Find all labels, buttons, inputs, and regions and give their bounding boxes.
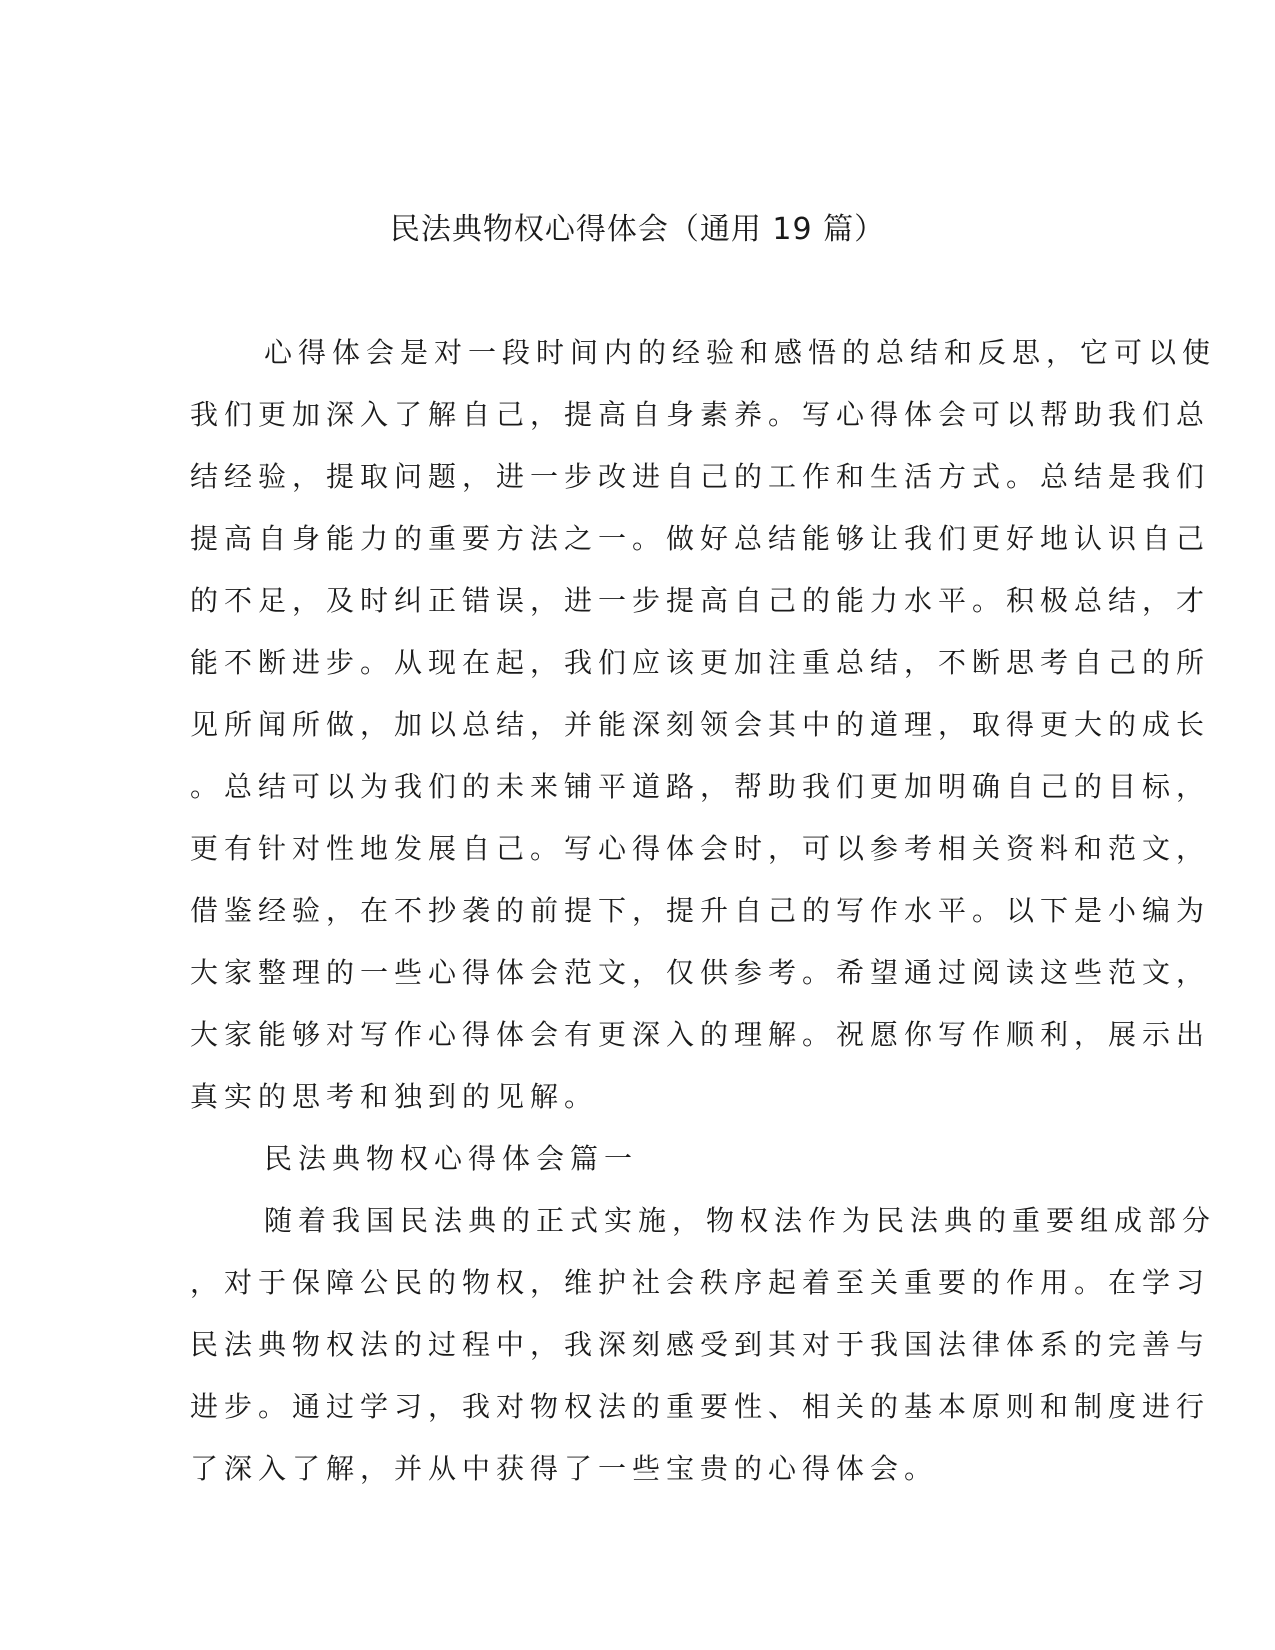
paragraph-line: 借鉴经验，在不抄袭的前提下，提升自己的写作水平。以下是小编为 [190,894,1211,927]
section-heading: 民法典物权心得体会篇一 [264,1142,639,1175]
paragraph-line: 我们更加深入了解自己，提高自身素养。写心得体会可以帮助我们总 [190,398,1211,431]
paragraph-line: 的不足，及时纠正错误，进一步提高自己的能力水平。积极总结，才 [190,584,1211,617]
paragraph-line: 民法典物权法的过程中，我深刻感受到其对于我国法律体系的完善与 [190,1328,1211,1361]
paragraph-line: 更有针对性地发展自己。写心得体会时，可以参考相关资料和范文， [190,832,1211,865]
paragraph-line: 了深入了解，并从中获得了一些宝贵的心得体会。 [190,1452,939,1485]
paragraph-line: 进步。通过学习，我对物权法的重要性、相关的基本原则和制度进行 [190,1390,1211,1423]
document-body [190,322,1217,1500]
paragraph-line: 。总结可以为我们的未来铺平道路，帮助我们更加明确自己的目标， [190,770,1211,803]
paragraph-line: 能不断进步。从现在起，我们应该更加注重总结，不断思考自己的所 [190,646,1211,679]
paragraph-line: 见所闻所做，加以总结，并能深刻领会其中的道理，取得更大的成长 [190,708,1211,741]
paragraph-line: 真实的思考和独到的见解。 [190,1080,599,1113]
paragraph-line: 结经验，提取问题，进一步改进自己的工作和生活方式。总结是我们 [190,460,1211,493]
paragraph-line: 提高自身能力的重要方法之一。做好总结能够让我们更好地认识自己 [190,522,1211,555]
paragraph-line: ，对于保障公民的物权，维护社会秩序起着至关重要的作用。在学习 [190,1266,1211,1299]
paragraph-line: 大家整理的一些心得体会范文，仅供参考。希望通过阅读这些范文， [190,956,1211,989]
paragraph-line: 大家能够对写作心得体会有更深入的理解。祝愿你写作顺利，展示出 [190,1018,1211,1051]
document-title: 民法典物权心得体会（通用 19 篇） [389,212,886,247]
paragraph-line: 随着我国民法典的正式实施，物权法作为民法典的重要组成部分 [264,1204,1217,1237]
paragraph-line: 心得体会是对一段时间内的经验和感悟的总结和反思，它可以使 [264,336,1217,369]
